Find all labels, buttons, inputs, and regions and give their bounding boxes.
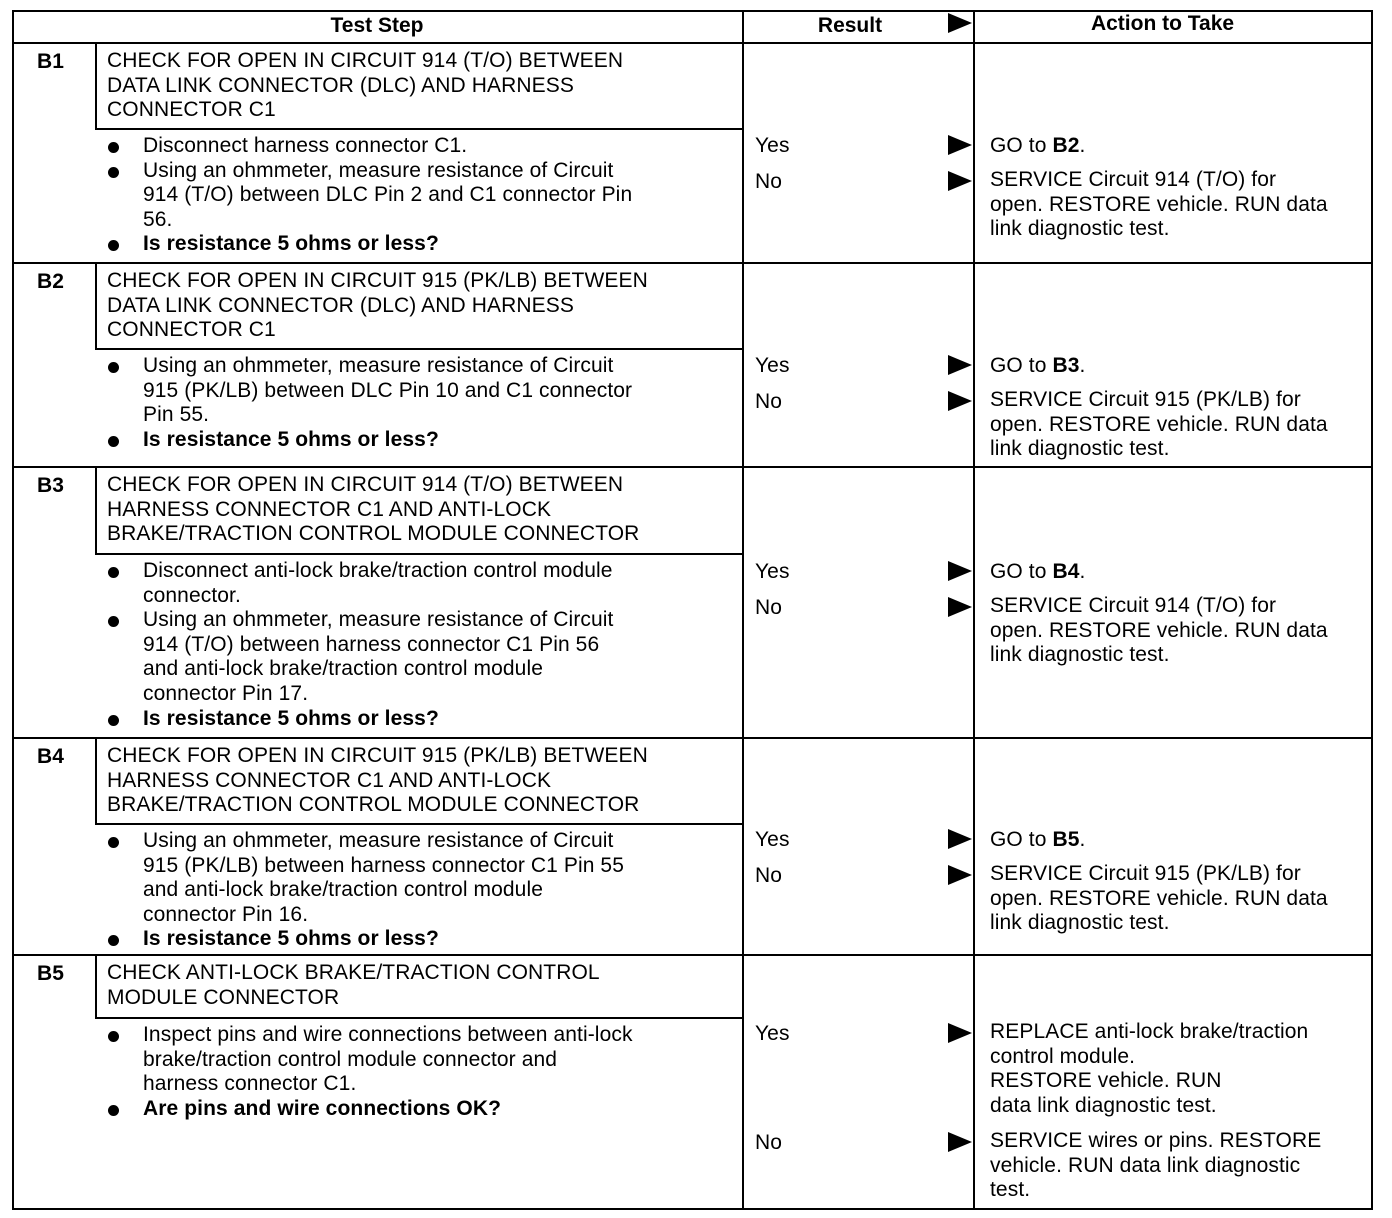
bullet-icon — [108, 715, 119, 726]
action-text-line: vehicle. RUN data link diagnostic — [990, 1153, 1301, 1177]
result-label-yes: Yes — [755, 354, 790, 377]
result-label-no: No — [755, 390, 783, 413]
step-title-line: CHECK FOR OPEN IN CIRCUIT 915 (PK/LB) BETWEEN — [107, 744, 648, 767]
step-row-border — [12, 737, 1373, 739]
bullet-text-line: and anti-lock brake/traction control module — [143, 878, 544, 902]
result-column-divider — [742, 10, 744, 1210]
header-test-step: Test Step — [330, 14, 424, 37]
step-title-divider — [95, 348, 742, 350]
bullet-icon — [108, 1031, 119, 1042]
header-result: Result — [817, 14, 883, 37]
result-arrow-icon — [948, 135, 972, 155]
result-arrow-icon — [948, 1132, 972, 1152]
bullet-icon — [108, 362, 119, 373]
step-id-divider — [95, 737, 97, 823]
bullet-icon — [108, 240, 119, 251]
result-label-no: No — [755, 1131, 783, 1154]
bullet-text-line: connector Pin 17. — [143, 682, 309, 705]
bullet-icon — [108, 436, 119, 447]
action-goto-suffix: . — [1079, 134, 1086, 157]
bullet-text-line: connector. — [143, 583, 241, 607]
bullet-text-line: 56. — [143, 207, 173, 231]
action-text-line: control module. — [990, 1044, 1136, 1068]
step-id-divider — [95, 954, 97, 1017]
bullet-text-line: 915 (PK/LB) between DLC Pin 10 and C1 connector — [143, 378, 633, 402]
bullet-text-line: 914 (T/O) between harness connector C1 Pin 56 — [143, 632, 600, 656]
action-goto-step: B3 — [1052, 354, 1080, 377]
result-arrow-icon — [948, 355, 972, 375]
result-label-yes: Yes — [755, 560, 790, 583]
bullet-text-line: Using an ohmmeter, measure resistance of Circuit — [143, 354, 614, 377]
step-title-divider — [95, 1017, 742, 1019]
table-top-border — [12, 10, 1373, 12]
action-text-line: RESTORE vehicle. RUN — [990, 1069, 1222, 1093]
step-id-divider — [95, 42, 97, 128]
action-text-line: open. RESTORE vehicle. RUN data — [990, 192, 1328, 216]
bullet-text-line: and anti-lock brake/traction control module — [143, 657, 544, 681]
result-label-no: No — [755, 596, 783, 619]
bullet-icon — [108, 567, 119, 578]
step-title-line: BRAKE/TRACTION CONTROL MODULE CONNECTOR — [107, 522, 640, 546]
action-goto — [990, 560, 1085, 585]
bullet-text-line: Using an ohmmeter, measure resistance of Circuit — [143, 829, 614, 852]
step-id-divider — [95, 466, 97, 553]
bullet-text-line: Is resistance 5 ohms or less? — [143, 427, 439, 451]
action-goto — [990, 134, 1085, 159]
bullet-text-line: harness connector C1. — [143, 1072, 357, 1096]
bullet-icon — [108, 935, 119, 946]
step-title-line: MODULE CONNECTOR — [107, 985, 340, 1009]
table-right-border — [1371, 10, 1373, 1210]
bullet-text-line: Disconnect harness connector C1. — [143, 134, 468, 157]
step-title-line: CONNECTOR C1 — [107, 318, 276, 342]
result-arrow-icon — [948, 1023, 972, 1043]
action-goto — [990, 828, 1085, 853]
action-goto-suffix: . — [1079, 354, 1086, 377]
action-goto-prefix: GO to — [990, 560, 1053, 583]
action-goto — [990, 354, 1085, 379]
action-text-line: SERVICE Circuit 914 (T/O) for — [990, 594, 1277, 617]
step-title-line: DATA LINK CONNECTOR (DLC) AND HARNESS — [107, 293, 574, 317]
step-title-line: CHECK FOR OPEN IN CIRCUIT 914 (T/O) BETWEEN — [107, 473, 624, 496]
action-goto-step: B2 — [1052, 134, 1080, 157]
bullet-icon — [108, 837, 119, 848]
action-text-line: link diagnostic test. — [990, 911, 1170, 935]
action-goto-prefix: GO to — [990, 134, 1053, 157]
bullet-icon — [108, 1105, 119, 1116]
action-text-line: data link diagnostic test. — [990, 1093, 1217, 1117]
bullet-icon — [108, 616, 119, 627]
action-text-line: link diagnostic test. — [990, 217, 1170, 241]
result-label-yes: Yes — [755, 134, 790, 157]
action-goto-suffix: . — [1079, 828, 1086, 851]
bullet-text-line: brake/traction control module connector and — [143, 1047, 558, 1071]
step-id: B2 — [37, 270, 65, 293]
action-text-line: SERVICE Circuit 915 (PK/LB) for — [990, 862, 1301, 885]
bullet-text-line: 914 (T/O) between DLC Pin 2 and C1 connector Pin — [143, 183, 633, 207]
step-title-line: CHECK FOR OPEN IN CIRCUIT 914 (T/O) BETWEEN — [107, 49, 624, 72]
action-goto-step: B4 — [1052, 560, 1080, 583]
bullet-text-line: Is resistance 5 ohms or less? — [143, 706, 439, 730]
action-text-line: open. RESTORE vehicle. RUN data — [990, 412, 1328, 436]
action-text-line: link diagnostic test. — [990, 437, 1170, 461]
action-goto-prefix: GO to — [990, 828, 1053, 851]
step-title-divider — [95, 823, 742, 825]
result-arrow-icon — [948, 171, 972, 191]
result-arrow-icon — [948, 829, 972, 849]
table-left-border — [12, 10, 14, 1210]
action-text-line: REPLACE anti-lock brake/traction — [990, 1020, 1309, 1043]
header-arrow-icon — [948, 13, 972, 33]
step-title-divider — [95, 553, 742, 555]
step-row-border — [12, 1208, 1373, 1210]
action-text-line: open. RESTORE vehicle. RUN data — [990, 886, 1328, 910]
bullet-text-line: Disconnect anti-lock brake/traction control module — [143, 559, 613, 582]
step-row-border — [12, 262, 1373, 264]
step-title-line: BRAKE/TRACTION CONTROL MODULE CONNECTOR — [107, 793, 640, 817]
bullet-icon — [108, 167, 119, 178]
result-arrow-icon — [948, 561, 972, 581]
step-row-border — [12, 466, 1373, 468]
bullet-text-line: Using an ohmmeter, measure resistance of Circuit — [143, 608, 614, 632]
result-label-yes: Yes — [755, 828, 790, 851]
step-title-line: CHECK FOR OPEN IN CIRCUIT 915 (PK/LB) BETWEEN — [107, 269, 648, 292]
header-bottom-border — [12, 42, 1373, 44]
bullet-text-line: Is resistance 5 ohms or less? — [143, 232, 439, 256]
step-id-divider — [95, 262, 97, 348]
result-label-no: No — [755, 170, 783, 193]
action-text-line: SERVICE wires or pins. RESTORE — [990, 1129, 1322, 1152]
step-row-border — [12, 954, 1373, 956]
bullet-text-line: connector Pin 16. — [143, 902, 309, 926]
bullet-icon — [108, 142, 119, 153]
action-column-divider — [973, 10, 975, 1210]
result-arrow-icon — [948, 865, 972, 885]
bullet-text-line: Inspect pins and wire connections between anti-lock — [143, 1023, 633, 1046]
step-title-line: CONNECTOR C1 — [107, 98, 276, 122]
action-goto-suffix: . — [1079, 560, 1086, 583]
step-id: B1 — [37, 50, 65, 73]
action-goto-step: B5 — [1052, 828, 1080, 851]
bullet-text-line: 915 (PK/LB) between harness connector C1 Pin 55 — [143, 853, 624, 877]
action-text-line: SERVICE Circuit 914 (T/O) for — [990, 168, 1277, 191]
step-id: B3 — [37, 474, 65, 497]
bullet-text-line: Are pins and wire connections OK? — [143, 1096, 502, 1120]
header-action: Action to Take — [1090, 12, 1235, 35]
step-id: B5 — [37, 962, 65, 985]
result-arrow-icon — [948, 597, 972, 617]
step-title-line: HARNESS CONNECTOR C1 AND ANTI-LOCK — [107, 768, 552, 792]
action-text-line: link diagnostic test. — [990, 643, 1170, 667]
action-goto-prefix: GO to — [990, 354, 1053, 377]
action-text-line: SERVICE Circuit 915 (PK/LB) for — [990, 388, 1301, 411]
result-label-no: No — [755, 864, 783, 887]
result-arrow-icon — [948, 391, 972, 411]
bullet-text-line: Is resistance 5 ohms or less? — [143, 927, 439, 951]
bullet-text-line: Pin 55. — [143, 403, 210, 427]
result-label-yes: Yes — [755, 1022, 790, 1045]
bullet-text-line: Using an ohmmeter, measure resistance of Circuit — [143, 158, 614, 182]
step-title-line: HARNESS CONNECTOR C1 AND ANTI-LOCK — [107, 497, 552, 521]
step-title-divider — [95, 128, 742, 130]
action-text-line: test. — [990, 1178, 1031, 1202]
step-title-line: DATA LINK CONNECTOR (DLC) AND HARNESS — [107, 73, 574, 97]
step-title-line: CHECK ANTI-LOCK BRAKE/TRACTION CONTROL — [107, 961, 600, 984]
action-text-line: open. RESTORE vehicle. RUN data — [990, 618, 1328, 642]
step-id: B4 — [37, 745, 65, 768]
